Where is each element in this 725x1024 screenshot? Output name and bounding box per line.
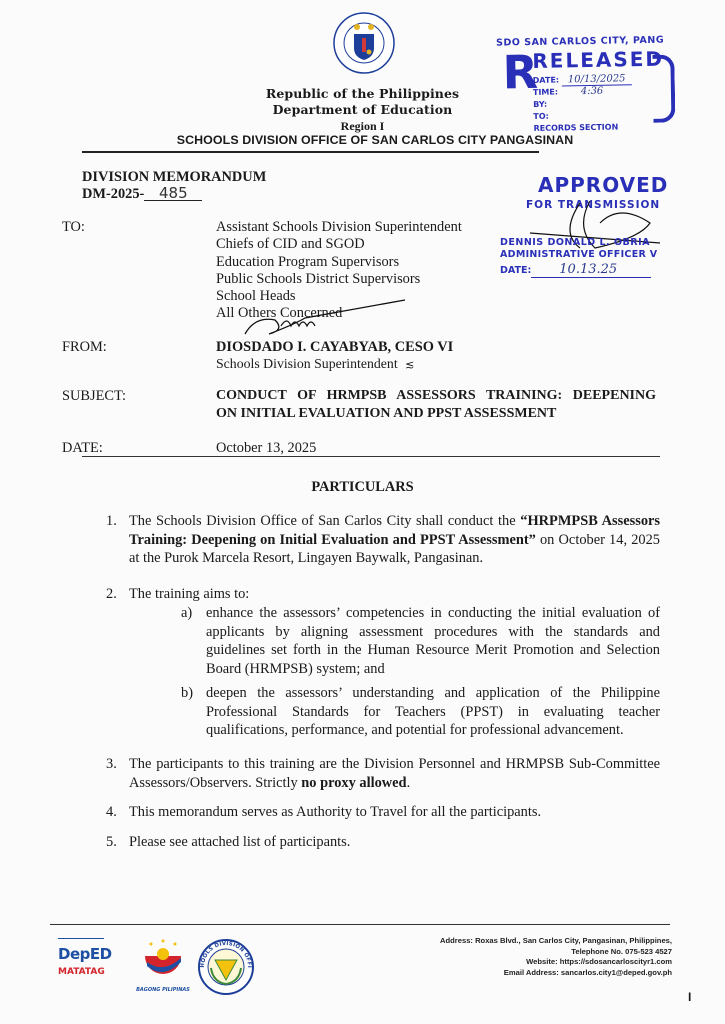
approved-name: DENNIS DONALD L. OBRIA — [500, 237, 650, 248]
released-to-label: TO: — [533, 111, 549, 121]
recipient: Chiefs of CID and SGOD — [216, 236, 365, 253]
footer-contact — [400, 936, 672, 978]
released-date-value: 10/13/2025 — [562, 73, 632, 86]
sdo-seal-text: HOOLS DIVISION OFFI — [199, 940, 253, 968]
memo-type: DIVISION MEMORANDUM — [82, 169, 267, 185]
training-title: “HRPMPSB Assessors Training: Deepening on Initial Evaluation and PPST Assessment” — [129, 513, 660, 548]
subject-line-2: ON INITIAL EVALUATION AND PPST ASSESSMENT — [216, 406, 557, 421]
from-label: FROM: — [62, 339, 107, 355]
page-mark: I — [688, 990, 692, 1004]
header-republic: Republic of the Philippines — [265, 86, 460, 101]
sub-item-a: enhance the assessors’ competencies in conducting the initial evaluation of applicants by aligning assessment procedures with the standards and guidelines set forth in the Human Resource Merit Promotion and Selection Board (HRMPSB) system; and — [206, 605, 660, 677]
recipient: All Others Concerned — [216, 305, 343, 322]
item-text: . — [406, 774, 411, 791]
to-label: TO: — [62, 219, 85, 235]
item-number: 2. — [106, 586, 117, 602]
approved-subtitle: FOR TRANSMISSION — [526, 199, 661, 211]
sub-item-letter: a) — [181, 605, 193, 621]
approved-position: ADMINISTRATIVE OFFICER V — [500, 249, 658, 260]
recipient: Public Schools District Supervisors — [216, 270, 421, 287]
deped-matatag-logo — [58, 938, 112, 998]
memo-number: 485 — [144, 186, 202, 201]
from-name: DIOSDADO I. CAYABYAB, CESO VI — [216, 339, 454, 355]
sub-item-b: deepen the assessors’ understanding and application of the Philippine Professional Standards for Teachers (PPST) in evaluating teacher qualifications, performance, and potential for professional advancement. — [206, 685, 660, 739]
item-number: 3. — [106, 756, 117, 772]
particular-item-3 — [129, 755, 660, 792]
header-region: Region I — [340, 119, 385, 133]
footer-address: Address: Roxas Blvd., San Carlos City, Pangasinan, Philippines, — [440, 936, 672, 945]
footer-divider — [50, 924, 670, 925]
item-text: on October 14, 2025 at the Purok Marcela Resort, Lingayen Baywalk, Pangasinan. — [129, 531, 660, 567]
recipient: Education Program Supervisors — [216, 253, 400, 270]
no-proxy-note: no proxy allowed — [301, 774, 407, 791]
footer-email[interactable]: Email Address: sancarlos.city1@deped.gov.ph — [503, 967, 672, 977]
subject-line-1: CONDUCT OF HRMPSB ASSESSORS TRAINING: DEEPENING — [216, 388, 656, 403]
recipient: School Heads — [216, 288, 296, 305]
initial-mark: ≲ — [405, 358, 415, 371]
released-stamp-title: RELEASED — [532, 46, 665, 73]
footer-website[interactable]: Website: https://sdosancarloscityr1.com — [526, 957, 672, 966]
subject-label: SUBJECT: — [62, 388, 127, 404]
from-title: Schools Division Superintendent — [216, 356, 398, 371]
date-label: DATE: — [62, 440, 103, 456]
sdo-seal-logo — [197, 938, 257, 998]
superintendent-signature — [225, 296, 425, 341]
particular-item-5: Please see attached list of participants. — [129, 834, 351, 850]
approved-title: APPROVED — [538, 173, 669, 197]
memo-date: October 13, 2025 — [216, 440, 317, 456]
header-office: SCHOOLS DIVISION OFFICE OF SAN CARLOS CITY PANGASINAN — [176, 133, 574, 147]
approved-stamp — [480, 173, 680, 293]
date-divider — [82, 456, 660, 457]
header-department: Department of Education — [272, 102, 453, 117]
released-section: RECORDS SECTION — [533, 122, 619, 133]
matatag-logo-text: MATATAG — [58, 967, 105, 977]
header-divider — [82, 151, 539, 153]
released-time-value: 4:36 — [580, 85, 604, 98]
item-text: The Schools Division Office of San Carlos City shall conduct the — [129, 513, 521, 529]
released-date-label: DATE: — [532, 75, 560, 85]
item-number: 5. — [106, 834, 117, 850]
deped-logo-text: DepED — [58, 945, 112, 963]
sub-item-letter: b) — [181, 685, 193, 701]
particular-item-2: The training aims to: — [129, 586, 250, 602]
released-stamp-top: SDO SAN CARLOS CITY, PANG — [495, 34, 665, 49]
memo-number-prefix: DM-2025- — [82, 186, 145, 202]
deped-seal — [333, 12, 395, 74]
bagong-pilipinas-logo — [130, 938, 196, 998]
approved-date-label: DATE: — [500, 265, 532, 276]
particulars-heading: PARTICULARS — [311, 479, 414, 495]
particular-item-4: This memorandum serves as Authority to Travel for all the participants. — [129, 804, 542, 820]
released-time-label: TIME: — [532, 87, 559, 97]
item-number: 1. — [106, 513, 117, 529]
particular-item-1 — [129, 512, 660, 568]
recipient: Assistant Schools Division Superintendent — [216, 219, 462, 235]
bagong-pilipinas-text: BAGONG PILIPINAS — [136, 987, 190, 993]
released-by-label: BY: — [533, 99, 548, 109]
item-number: 4. — [106, 804, 117, 820]
footer-telephone: Telephone No. 075-523 4527 — [571, 946, 672, 956]
released-stamp: SDO SAN CARLOS CITY, PANG R RELEASED DATE: 10/13/2025 TIME: 4:36 BY: TO: RECORDS SECTION — [496, 34, 678, 155]
approved-date-value: 10.13.25 — [531, 262, 651, 278]
item-text: The participants to this training are the Division Personnel and HRMPSB Sub-Committee Assessors/Observers. Strictly — [129, 756, 660, 791]
